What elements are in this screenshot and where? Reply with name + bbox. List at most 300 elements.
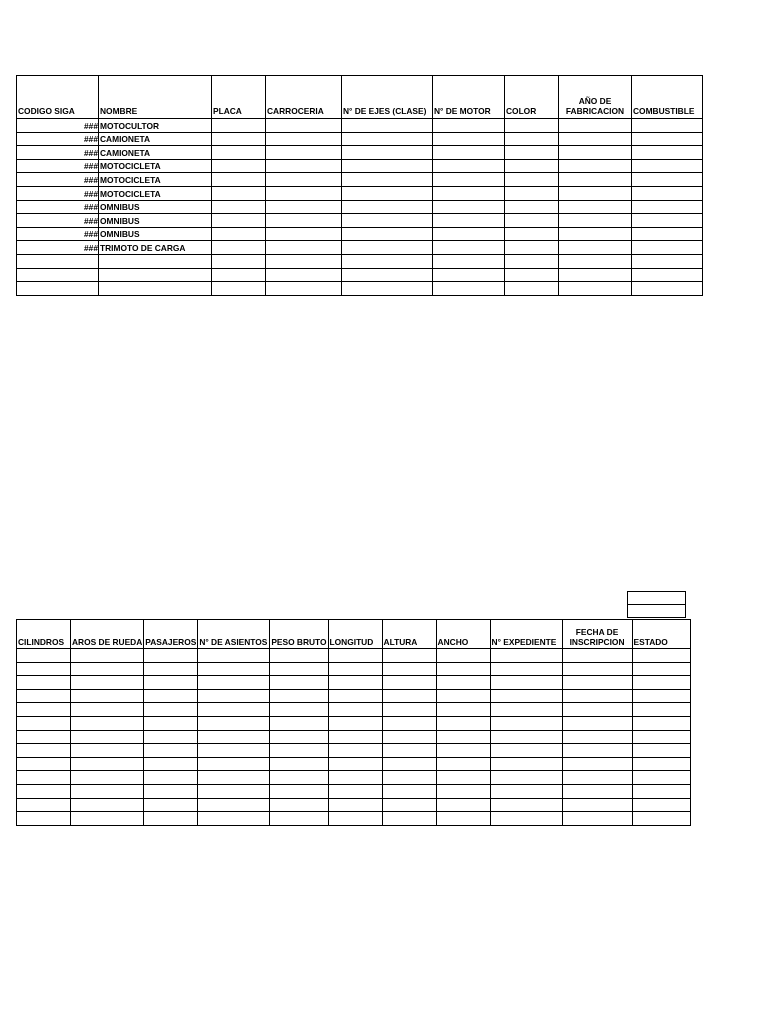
cell-nombre[interactable]: MOTOCICLETA: [99, 173, 212, 187]
cell-nombre[interactable]: OMNIBUS: [99, 214, 212, 228]
table-cell[interactable]: [144, 676, 198, 690]
table-cell[interactable]: [328, 744, 382, 758]
cell-codigo-siga[interactable]: ###: [17, 146, 99, 160]
table-row: [17, 744, 691, 758]
table-cell[interactable]: [436, 784, 490, 798]
table-cell[interactable]: [559, 282, 632, 296]
table-cell[interactable]: [632, 689, 690, 703]
table-cell[interactable]: [198, 730, 270, 744]
table-cell[interactable]: [198, 716, 270, 730]
table-cell[interactable]: [144, 703, 198, 717]
table-cell[interactable]: [559, 214, 632, 228]
table-cell[interactable]: [505, 268, 559, 282]
cell-codigo-siga[interactable]: ###: [17, 200, 99, 214]
table-cell[interactable]: [632, 186, 703, 200]
table-cell[interactable]: [71, 771, 144, 785]
header-altura[interactable]: ALTURA: [382, 620, 436, 649]
cell-nombre[interactable]: OMNIBUS: [99, 227, 212, 241]
table-cell[interactable]: [505, 282, 559, 296]
table-cell[interactable]: [436, 716, 490, 730]
table-cell[interactable]: [198, 784, 270, 798]
table-cell[interactable]: [99, 254, 212, 268]
table-cell[interactable]: [144, 798, 198, 812]
table-cell[interactable]: [71, 744, 144, 758]
table-cell[interactable]: [99, 268, 212, 282]
table-cell[interactable]: [198, 771, 270, 785]
table-row: [17, 703, 691, 717]
table-cell[interactable]: [436, 662, 490, 676]
header-fecha-inscripcion[interactable]: [562, 620, 632, 649]
table-row: [17, 282, 703, 296]
table-cell[interactable]: [266, 268, 342, 282]
table-cell[interactable]: [559, 200, 632, 214]
table-cell[interactable]: [562, 689, 632, 703]
table-cell[interactable]: [559, 241, 632, 255]
table-cell[interactable]: [559, 254, 632, 268]
table-cell[interactable]: [270, 649, 328, 663]
cell-nombre[interactable]: MOTOCULTOR: [99, 119, 212, 133]
cell-codigo-siga[interactable]: ###: [17, 159, 99, 173]
table-cell[interactable]: [559, 159, 632, 173]
table-cell[interactable]: [266, 282, 342, 296]
header-cilindros[interactable]: CILINDROS: [17, 620, 71, 649]
table-cell[interactable]: [144, 730, 198, 744]
table-cell[interactable]: [342, 227, 433, 241]
table-cell[interactable]: [490, 798, 562, 812]
table-cell[interactable]: [270, 798, 328, 812]
table-cell[interactable]: [382, 689, 436, 703]
table-cell[interactable]: [490, 649, 562, 663]
table-row: [17, 784, 691, 798]
table-cell[interactable]: [144, 784, 198, 798]
table-cell[interactable]: [632, 676, 690, 690]
table-cell[interactable]: [71, 798, 144, 812]
table-cell[interactable]: [212, 214, 266, 228]
table-cell[interactable]: [17, 662, 71, 676]
table-cell[interactable]: [632, 716, 690, 730]
header-nombre[interactable]: NOMBRE: [99, 76, 212, 119]
cell-nombre[interactable]: MOTOCICLETA: [99, 159, 212, 173]
table-cell[interactable]: [212, 254, 266, 268]
header-aros[interactable]: AROS DE RUEDA: [71, 620, 144, 649]
table-cell[interactable]: [328, 730, 382, 744]
table-cell[interactable]: [198, 757, 270, 771]
table-cell[interactable]: [17, 676, 71, 690]
table-cell[interactable]: [212, 186, 266, 200]
table-cell[interactable]: [342, 146, 433, 160]
table-cell[interactable]: [490, 771, 562, 785]
table-cell[interactable]: [328, 649, 382, 663]
table-row: [17, 173, 703, 187]
table-cell[interactable]: [266, 132, 342, 146]
table-cell[interactable]: [212, 241, 266, 255]
table-cell[interactable]: [559, 227, 632, 241]
table-cell[interactable]: [71, 716, 144, 730]
floating-cell[interactable]: [628, 605, 686, 618]
table-cell[interactable]: [632, 703, 690, 717]
header-carroceria[interactable]: CARROCERIA: [266, 76, 342, 119]
table-cell[interactable]: [505, 146, 559, 160]
table-cell[interactable]: [71, 757, 144, 771]
table-cell[interactable]: [490, 689, 562, 703]
table-cell[interactable]: [559, 173, 632, 187]
table-cell[interactable]: [328, 757, 382, 771]
table-cell[interactable]: [328, 662, 382, 676]
table-cell[interactable]: [562, 798, 632, 812]
table-cell[interactable]: [17, 730, 71, 744]
table-cell[interactable]: [490, 703, 562, 717]
header-fecha-line2: INSCRIPCION: [569, 636, 625, 647]
table-cell[interactable]: [328, 689, 382, 703]
table-cell[interactable]: [270, 689, 328, 703]
table-cell[interactable]: [433, 132, 505, 146]
table-cell[interactable]: [632, 798, 690, 812]
table-cell[interactable]: [342, 268, 433, 282]
cell-codigo-siga[interactable]: ###: [17, 119, 99, 133]
table-row: [17, 771, 691, 785]
header-asientos[interactable]: N° DE ASIENTOS: [198, 620, 270, 649]
table-cell[interactable]: [198, 798, 270, 812]
table-cell[interactable]: [433, 268, 505, 282]
header-combustible[interactable]: COMBUSTIBLE: [632, 76, 703, 119]
header-estado[interactable]: ESTADO: [632, 620, 690, 649]
table-cell[interactable]: [433, 119, 505, 133]
table-cell[interactable]: [490, 784, 562, 798]
table-cell[interactable]: [632, 744, 690, 758]
cell-nombre[interactable]: TRIMOTO DE CARGA: [99, 241, 212, 255]
table-cell[interactable]: [382, 716, 436, 730]
table-cell[interactable]: [562, 649, 632, 663]
table-cell[interactable]: [559, 186, 632, 200]
table-cell[interactable]: [328, 703, 382, 717]
table-cell[interactable]: [562, 771, 632, 785]
table-cell[interactable]: [505, 241, 559, 255]
table-row: [17, 132, 703, 146]
table-cell[interactable]: [71, 676, 144, 690]
table-cell[interactable]: [490, 662, 562, 676]
table-cell[interactable]: [342, 254, 433, 268]
table-cell[interactable]: [632, 200, 703, 214]
floating-cell[interactable]: [628, 592, 686, 605]
table-cell[interactable]: [198, 812, 270, 826]
table-cell[interactable]: [505, 200, 559, 214]
table-cell[interactable]: [632, 241, 703, 255]
table-cell[interactable]: [433, 200, 505, 214]
table-row: [17, 227, 703, 241]
table-cell[interactable]: [433, 282, 505, 296]
table-cell[interactable]: [382, 757, 436, 771]
table-cell[interactable]: [505, 173, 559, 187]
table-cell[interactable]: [505, 186, 559, 200]
table-cell[interactable]: [71, 662, 144, 676]
table-cell[interactable]: [562, 812, 632, 826]
table-cell[interactable]: [266, 159, 342, 173]
table-cell[interactable]: [632, 159, 703, 173]
table-cell[interactable]: [328, 812, 382, 826]
table-cell[interactable]: [212, 119, 266, 133]
cell-nombre[interactable]: OMNIBUS: [99, 200, 212, 214]
table-cell[interactable]: [266, 200, 342, 214]
table-cell[interactable]: [436, 649, 490, 663]
table-cell[interactable]: [490, 730, 562, 744]
table-cell[interactable]: [144, 812, 198, 826]
table-cell[interactable]: [212, 159, 266, 173]
table-cell[interactable]: [266, 241, 342, 255]
table-cell[interactable]: [266, 227, 342, 241]
table-cell[interactable]: [632, 757, 690, 771]
table-cell[interactable]: [559, 268, 632, 282]
table-cell[interactable]: [505, 227, 559, 241]
table-cell[interactable]: [562, 757, 632, 771]
table-cell[interactable]: [505, 214, 559, 228]
table-cell[interactable]: [144, 757, 198, 771]
table-cell[interactable]: [17, 798, 71, 812]
table-cell[interactable]: [328, 676, 382, 690]
specs-header-row: [17, 620, 691, 649]
table-cell[interactable]: [436, 689, 490, 703]
cell-codigo-siga[interactable]: ###: [17, 186, 99, 200]
table-cell[interactable]: [632, 649, 690, 663]
table-cell[interactable]: [505, 119, 559, 133]
table-cell[interactable]: [436, 744, 490, 758]
table-cell[interactable]: [433, 241, 505, 255]
table-cell[interactable]: [17, 689, 71, 703]
table-cell[interactable]: [212, 173, 266, 187]
table-cell[interactable]: [198, 689, 270, 703]
table-cell[interactable]: [212, 282, 266, 296]
table-cell[interactable]: [212, 146, 266, 160]
table-cell[interactable]: [17, 282, 99, 296]
table-cell[interactable]: [433, 146, 505, 160]
table-cell[interactable]: [270, 784, 328, 798]
table-cell[interactable]: [270, 730, 328, 744]
table-cell[interactable]: [270, 716, 328, 730]
table-row: [17, 186, 703, 200]
header-motor[interactable]: N° DE MOTOR: [433, 76, 505, 119]
table-cell[interactable]: [632, 132, 703, 146]
table-cell[interactable]: [270, 757, 328, 771]
table-cell[interactable]: [71, 812, 144, 826]
table-cell[interactable]: [382, 798, 436, 812]
table-cell[interactable]: [342, 186, 433, 200]
table-cell[interactable]: [144, 662, 198, 676]
table-cell[interactable]: [17, 268, 99, 282]
table-cell[interactable]: [270, 662, 328, 676]
table-cell[interactable]: [382, 744, 436, 758]
table-cell[interactable]: [17, 254, 99, 268]
table-cell[interactable]: [433, 227, 505, 241]
table-cell[interactable]: [632, 662, 690, 676]
table-cell[interactable]: [382, 771, 436, 785]
table-cell[interactable]: [266, 214, 342, 228]
table-cell[interactable]: [71, 703, 144, 717]
table-cell[interactable]: [632, 268, 703, 282]
table-cell[interactable]: [559, 146, 632, 160]
table-cell[interactable]: [382, 676, 436, 690]
header-longitud[interactable]: LONGITUD: [328, 620, 382, 649]
header-color[interactable]: COLOR: [505, 76, 559, 119]
table-cell[interactable]: [198, 703, 270, 717]
table-cell[interactable]: [562, 662, 632, 676]
table-cell[interactable]: [436, 798, 490, 812]
table-cell[interactable]: [266, 146, 342, 160]
table-cell[interactable]: [328, 798, 382, 812]
table-cell[interactable]: [490, 812, 562, 826]
table-cell[interactable]: [212, 227, 266, 241]
table-cell[interactable]: [144, 744, 198, 758]
table-cell[interactable]: [17, 757, 71, 771]
table-cell[interactable]: [562, 716, 632, 730]
table-cell[interactable]: [198, 744, 270, 758]
header-expediente[interactable]: N° EXPEDIENTE: [490, 620, 562, 649]
table-cell[interactable]: [17, 649, 71, 663]
table-cell[interactable]: [559, 119, 632, 133]
table-cell[interactable]: [632, 173, 703, 187]
table-cell[interactable]: [342, 119, 433, 133]
table-cell[interactable]: [212, 268, 266, 282]
table-cell[interactable]: [436, 676, 490, 690]
table-cell[interactable]: [342, 214, 433, 228]
specs-table: [16, 619, 691, 826]
table-cell[interactable]: [382, 784, 436, 798]
table-cell[interactable]: [17, 784, 71, 798]
table-cell[interactable]: [198, 662, 270, 676]
table-cell[interactable]: [433, 254, 505, 268]
table-cell[interactable]: [99, 282, 212, 296]
table-cell[interactable]: [562, 703, 632, 717]
table-cell[interactable]: [382, 649, 436, 663]
table-cell[interactable]: [436, 757, 490, 771]
table-cell[interactable]: [144, 771, 198, 785]
table-cell[interactable]: [212, 200, 266, 214]
header-placa[interactable]: PLACA: [212, 76, 266, 119]
table-cell[interactable]: [17, 812, 71, 826]
table-cell[interactable]: [212, 132, 266, 146]
table-cell[interactable]: [490, 744, 562, 758]
header-ejes[interactable]: N° DE EJES (CLASE): [342, 76, 433, 119]
table-cell[interactable]: [144, 689, 198, 703]
table-cell[interactable]: [17, 703, 71, 717]
table-cell[interactable]: [562, 730, 632, 744]
table-row: [17, 146, 703, 160]
table-cell[interactable]: [490, 757, 562, 771]
cell-codigo-siga[interactable]: ###: [17, 132, 99, 146]
table-cell[interactable]: [632, 119, 703, 133]
table-cell[interactable]: [505, 254, 559, 268]
table-cell[interactable]: [433, 186, 505, 200]
header-anio-fabricacion[interactable]: [559, 76, 632, 119]
cell-nombre[interactable]: CAMIONETA: [99, 146, 212, 160]
table-row: [17, 716, 691, 730]
table-cell[interactable]: [342, 241, 433, 255]
table-cell[interactable]: [266, 119, 342, 133]
table-cell[interactable]: [17, 771, 71, 785]
table-cell[interactable]: [382, 662, 436, 676]
cell-nombre[interactable]: MOTOCICLETA: [99, 186, 212, 200]
table-cell[interactable]: [71, 689, 144, 703]
table-cell[interactable]: [270, 703, 328, 717]
table-cell[interactable]: [328, 771, 382, 785]
table-cell[interactable]: [632, 771, 690, 785]
table-row: [17, 119, 703, 133]
table-cell[interactable]: [632, 282, 703, 296]
cell-nombre[interactable]: CAMIONETA: [99, 132, 212, 146]
table-cell[interactable]: [342, 173, 433, 187]
header-pasajeros[interactable]: PASAJEROS: [144, 620, 198, 649]
table-cell[interactable]: [144, 716, 198, 730]
table-cell[interactable]: [436, 771, 490, 785]
table-cell[interactable]: [433, 214, 505, 228]
table-row: [17, 798, 691, 812]
cell-codigo-siga[interactable]: ###: [17, 227, 99, 241]
table-cell[interactable]: [270, 676, 328, 690]
table-cell[interactable]: [632, 227, 703, 241]
table-cell[interactable]: [342, 132, 433, 146]
table-cell[interactable]: [71, 784, 144, 798]
table-cell[interactable]: [562, 676, 632, 690]
table-cell[interactable]: [266, 186, 342, 200]
table-cell[interactable]: [433, 173, 505, 187]
cell-codigo-siga[interactable]: ###: [17, 173, 99, 187]
table-cell[interactable]: [270, 744, 328, 758]
table-cell[interactable]: [71, 649, 144, 663]
cell-codigo-siga[interactable]: ###: [17, 241, 99, 255]
table-cell[interactable]: [505, 159, 559, 173]
table-cell[interactable]: [17, 744, 71, 758]
table-cell[interactable]: [632, 812, 690, 826]
table-cell[interactable]: [266, 254, 342, 268]
table-cell[interactable]: [382, 703, 436, 717]
header-anio-line2: FABRICACION: [565, 106, 625, 116]
table-cell[interactable]: [632, 214, 703, 228]
table-cell[interactable]: [328, 784, 382, 798]
table-cell[interactable]: [266, 173, 342, 187]
table-cell[interactable]: [436, 730, 490, 744]
table-cell[interactable]: [433, 159, 505, 173]
header-ancho[interactable]: ANCHO: [436, 620, 490, 649]
table-cell[interactable]: [632, 254, 703, 268]
table-cell[interactable]: [71, 730, 144, 744]
table-cell[interactable]: [632, 146, 703, 160]
table-cell[interactable]: [505, 132, 559, 146]
table-cell[interactable]: [436, 703, 490, 717]
table-cell[interactable]: [270, 771, 328, 785]
table-row: [17, 676, 691, 690]
table-cell[interactable]: [17, 716, 71, 730]
table-cell[interactable]: [632, 784, 690, 798]
table-cell[interactable]: [382, 730, 436, 744]
table-cell[interactable]: [198, 649, 270, 663]
table-cell[interactable]: [342, 200, 433, 214]
header-peso[interactable]: PESO BRUTO: [270, 620, 328, 649]
header-codigo-siga[interactable]: CODIGO SIGA: [17, 76, 99, 119]
table-cell[interactable]: [382, 812, 436, 826]
table-cell[interactable]: [328, 716, 382, 730]
table-cell[interactable]: [559, 132, 632, 146]
table-cell[interactable]: [144, 649, 198, 663]
table-cell[interactable]: [632, 730, 690, 744]
table-cell[interactable]: [198, 676, 270, 690]
table-cell[interactable]: [342, 282, 433, 296]
table-cell[interactable]: [490, 716, 562, 730]
table-cell[interactable]: [490, 676, 562, 690]
table-cell[interactable]: [436, 812, 490, 826]
table-cell[interactable]: [562, 744, 632, 758]
cell-codigo-siga[interactable]: ###: [17, 214, 99, 228]
table-cell[interactable]: [342, 159, 433, 173]
table-cell[interactable]: [562, 784, 632, 798]
table-cell[interactable]: [270, 812, 328, 826]
